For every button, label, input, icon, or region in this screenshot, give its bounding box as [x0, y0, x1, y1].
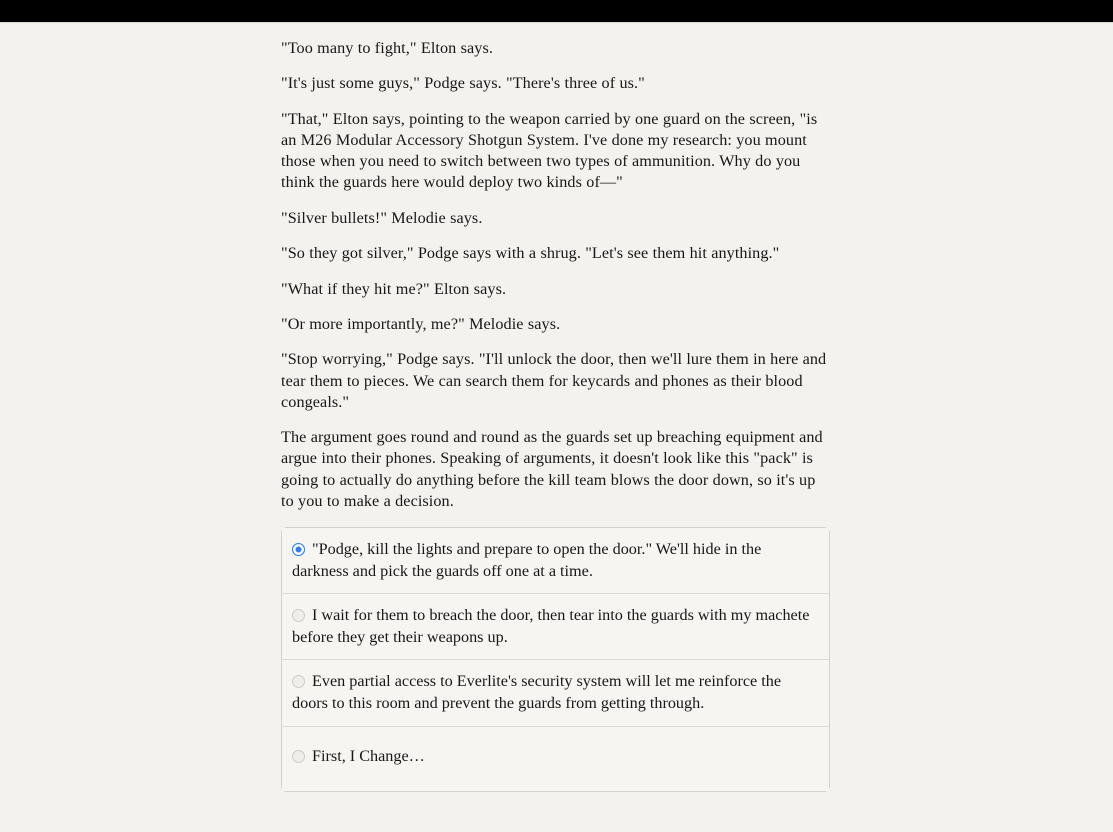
- choice-option-1-label: "Podge, kill the lights and prepare to open the door." We'll hide in the darkness and pick the guards off one at a time.: [292, 539, 762, 580]
- choice-option-3-label: Even partial access to Everlite's security system will let me reinforce the doors to this room and prevent the guards from getting through.: [292, 672, 782, 712]
- title-bar-divider: [0, 22, 1113, 23]
- choice-option-1[interactable]: [282, 528, 829, 593]
- choice-option-2-label: I wait for them to breach the door, then tear into the guards with my machete before they get their weapons up.: [292, 606, 810, 646]
- choice-option-3[interactable]: [282, 659, 829, 725]
- reading-column: [281, 23, 832, 832]
- radio-unselected-icon[interactable]: [292, 609, 305, 622]
- story-paragraph: The argument goes round and round as the guards set up breaching equipment and argue into their phones. Speaking of arguments, it doesn't look like this "pack" is going to actually do anything before the kill team blows the door down, so it's up to you to make a decision.: [281, 428, 823, 510]
- choice-option-2-text: [292, 605, 817, 648]
- radio-selected-icon[interactable]: [292, 543, 305, 556]
- choice-option-3-text: [292, 671, 817, 714]
- window-title-bar: [0, 0, 1113, 22]
- radio-unselected-icon[interactable]: [292, 675, 305, 688]
- story-paragraph: "Too many to fight," Elton says.: [281, 39, 493, 57]
- choice-option-1-text: [292, 539, 817, 582]
- story-paragraph: "What if they hit me?" Elton says.: [281, 279, 507, 298]
- story-paragraph: "So they got silver," Podge says with a shrug. "Let's see them hit anything.": [281, 244, 780, 263]
- choice-option-4[interactable]: [282, 726, 829, 792]
- story-page: [0, 23, 1113, 765]
- story-paragraph: "Silver bullets!" Melodie says.: [281, 208, 483, 227]
- story-paragraph: "It's just some guys," Podge says. "There's three of us.": [281, 74, 645, 93]
- story-paragraph: "Or more importantly, me?" Melodie says.: [281, 314, 561, 333]
- radio-unselected-icon[interactable]: [292, 750, 305, 763]
- choice-option-4-label: First, I Change…: [312, 746, 425, 765]
- bottom-spacer: [281, 792, 832, 832]
- choice-list: [281, 527, 830, 792]
- choice-option-2[interactable]: [282, 593, 829, 659]
- story-paragraph: "That," Elton says, pointing to the weapon carried by one guard on the screen, "is an M26 Modular Accessory Shotgun System. I've done my research: you mount those when you need to switch between two types of ammunition. Why do you think the guards here would deploy two kinds of—": [281, 109, 818, 192]
- story-paragraph: "Stop worrying," Podge says. "I'll unlock the door, then we'll lure them in here and tear them to pieces. We can search them for keycards and phones as their blood congeals.": [281, 350, 827, 411]
- choice-option-4-text: [292, 746, 817, 768]
